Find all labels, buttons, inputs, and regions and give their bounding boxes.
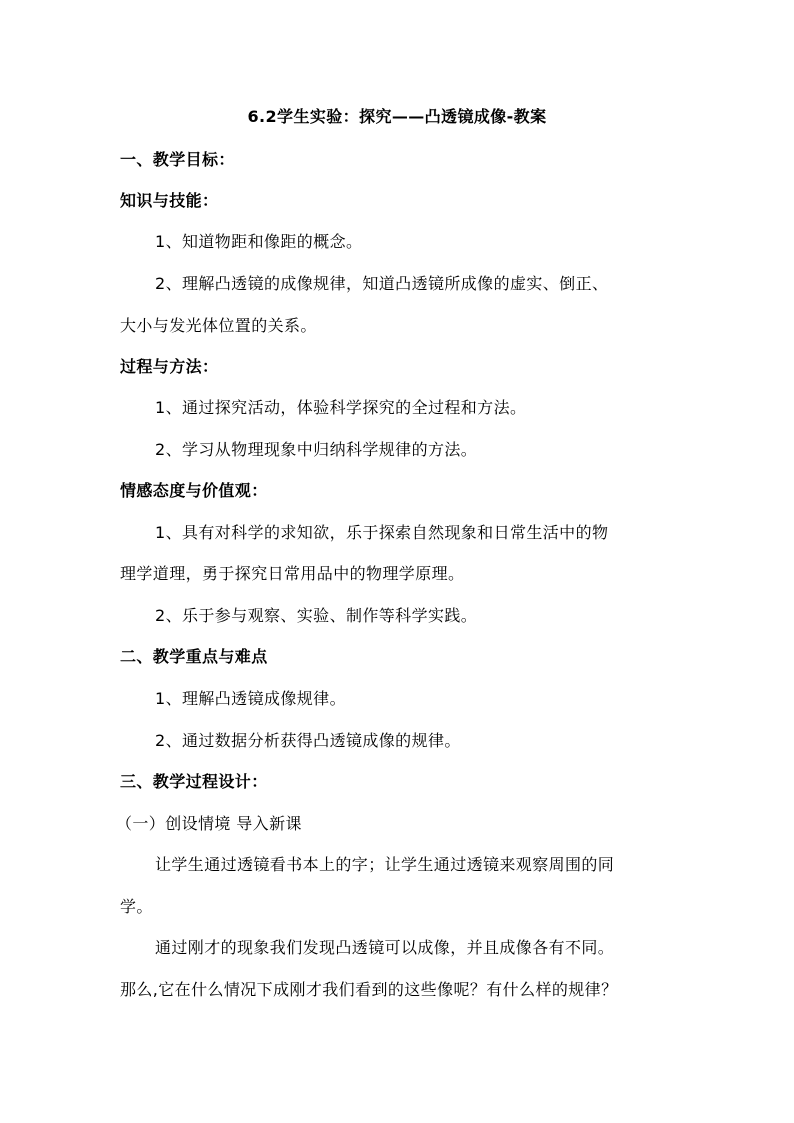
- paragraph-emotion-2: 2、乐于参与观察、实验、制作等科学实践。: [155, 606, 478, 625]
- subheading-knowledge: 知识与技能：: [120, 191, 219, 210]
- paragraph-intro-1-line1: 让学生通过透镜看书本上的字；让学生通过透镜来观察周围的同: [155, 855, 615, 874]
- paragraph-intro-2-line2: 那么,它在什么情况下成刚才我们看到的这些像呢？有什么样的规律？: [120, 980, 618, 999]
- section-heading-keypoints: 二、教学重点与难点: [120, 647, 268, 666]
- subheading-emotion: 情感态度与价值观：: [120, 481, 268, 500]
- paragraph-process-1: 1、通过探究活动，体验科学探究的全过程和方法。: [155, 398, 527, 417]
- paragraph-knowledge-1: 1、知道物距和像距的概念。: [155, 232, 363, 251]
- paragraph-intro-1-line2: 学。: [120, 897, 153, 916]
- paragraph-emotion-1-line1: 1、具有对科学的求知欲，乐于探索自然现象和日常生活中的物: [155, 523, 609, 542]
- paragraph-knowledge-2-line1: 2、理解凸透镜的成像规律，知道凸透镜所成像的虚实、倒正、: [155, 274, 609, 293]
- paragraph-knowledge-2-line2: 大小与发光体位置的关系。: [120, 316, 317, 335]
- section-heading-process-design: 三、教学过程设计：: [120, 772, 268, 791]
- paragraph-keypoints-2: 2、通过数据分析获得凸透镜成像的规律。: [155, 731, 461, 750]
- paragraph-emotion-1-line2: 理学道理，勇于探究日常用品中的物理学原理。: [120, 564, 465, 583]
- document-title: 6.2学生实验：探究——凸透镜成像-教案: [247, 107, 547, 126]
- paragraph-keypoints-1: 1、理解凸透镜成像规律。: [155, 689, 346, 708]
- paragraph-process-2: 2、学习从物理现象中归纳科学规律的方法。: [155, 440, 478, 459]
- section-heading-goals: 一、教学目标：: [120, 150, 235, 169]
- paragraph-intro-2-line1: 通过刚才的现象我们发现凸透镜可以成像，并且成像各有不同。: [155, 938, 615, 957]
- subheading-intro: （一）创设情境 导入新课: [116, 814, 302, 833]
- subheading-process: 过程与方法：: [120, 357, 219, 376]
